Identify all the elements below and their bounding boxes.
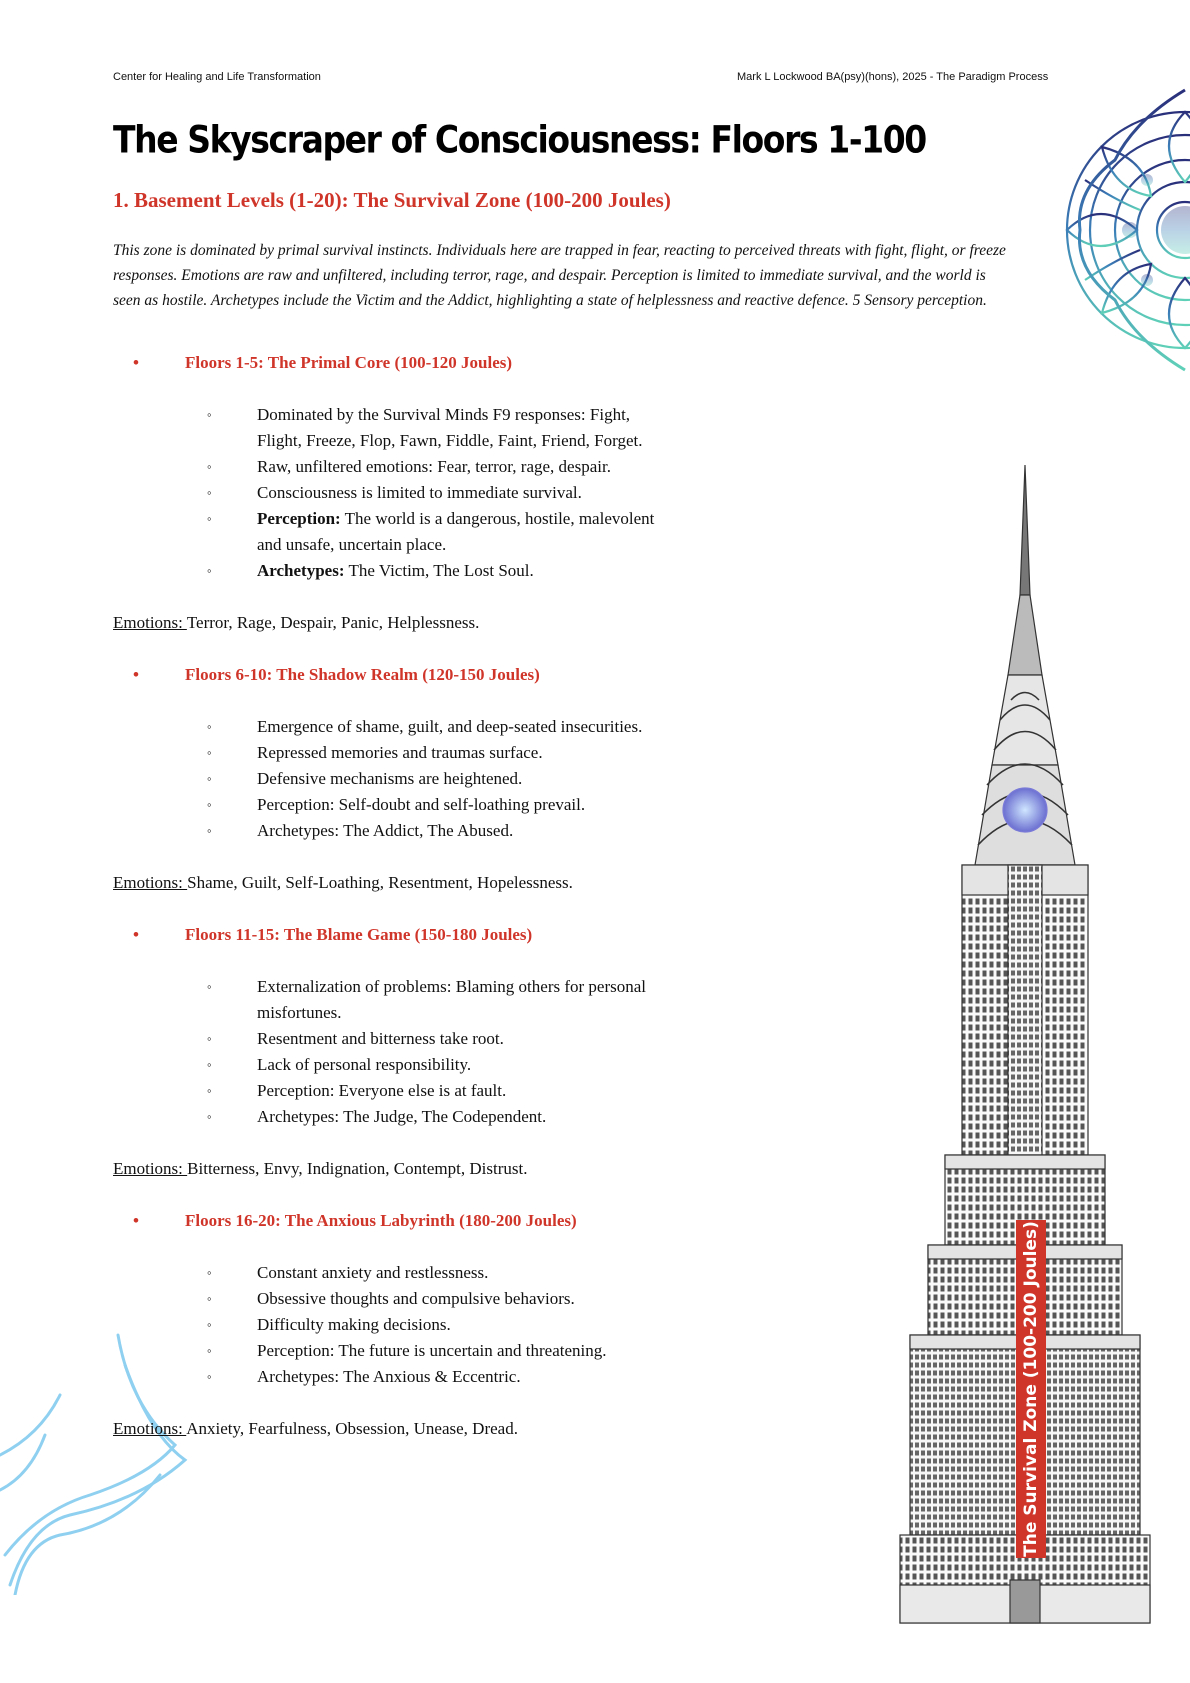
floor-title (113, 922, 673, 948)
point-text: Resentment and bitterness take root. (257, 1029, 504, 1048)
point-label: Archetypes: (257, 561, 345, 580)
zone-label-banner (1016, 1220, 1046, 1558)
sub-bullet-icon: ◦ (207, 407, 212, 422)
list-item (113, 1312, 657, 1338)
point-text: Emergence of shame, guilt, and deep-seated insecurities. (257, 717, 643, 736)
point-text: Repressed memories and traumas surface. (257, 743, 543, 762)
list-item (113, 818, 657, 844)
header-org-name: Center for Healing and Life Transformation (113, 71, 321, 83)
section-heading: 1. Basement Levels (1-20): The Survival Zone (100-200 Joules) (113, 188, 671, 212)
emotions-text: Shame, Guilt, Self-Loathing, Resentment, Hopelessness. (187, 873, 573, 892)
floor-points (113, 402, 673, 584)
floor-group (113, 1208, 673, 1442)
sub-bullet-icon: ◦ (207, 797, 212, 812)
list-item (113, 402, 657, 454)
sub-bullet-icon: ◦ (207, 745, 212, 760)
emotions-line (113, 1416, 583, 1442)
list-item (113, 1260, 657, 1286)
bullet-icon: • (133, 1211, 139, 1230)
point-text: The Victim, The Lost Soul. (344, 561, 534, 580)
sub-bullet-icon: ◦ (207, 1109, 212, 1124)
point-text: Dominated by the Survival Minds F9 responses: Fight, Flight, Freeze, Flop, Fawn, Fiddle, Faint, Friend, Forget. (257, 405, 643, 450)
floors-list (113, 350, 673, 1442)
emotions-line (113, 610, 583, 636)
list-item (113, 480, 657, 506)
point-text: The world is a dangerous, hostile, malevolent and unsafe, uncertain place. (257, 509, 655, 554)
section-intro: This zone is dominated by primal survival instincts. Individuals here are trapped in fear, reacting to perceived threats with fight, flight, or freeze responses. Emotions are raw and unfiltered, including terror, rage, and despair. Perception is limited to immediate survival, and the world is seen as hostile. Archetypes include the Victim and the Addict, highlighting a state of helplessness and reactive defence. 5 Sensory perception. (113, 242, 1006, 309)
list-item (113, 1338, 657, 1364)
point-text: Perception: Self-doubt and self-loathing prevail. (257, 795, 586, 814)
zone-label-text: The Survival Zone (100-200 Joules) (1021, 1221, 1041, 1557)
floor-group (113, 350, 673, 662)
list-item (113, 792, 657, 818)
sub-bullet-icon: ◦ (207, 459, 212, 474)
point-text: Perception: Everyone else is at fault. (257, 1081, 507, 1100)
mandala-decoration-icon (1035, 50, 1190, 380)
bullet-icon: • (133, 925, 139, 944)
list-item (113, 740, 657, 766)
floor-title (113, 662, 673, 688)
point-text: Archetypes: The Judge, The Codependent. (257, 1107, 547, 1126)
sub-bullet-icon: ◦ (207, 563, 212, 578)
floor-title-text: Floors 16-20: The Anxious Labyrinth (180-200 Joules) (185, 1211, 577, 1230)
emotions-line (113, 870, 583, 896)
point-text: Difficulty making decisions. (257, 1315, 451, 1334)
header-author: Mark L Lockwood BA(psy)(hons), 2025 - The Paradigm Process (737, 71, 1049, 83)
point-text: Consciousness is limited to immediate survival. (257, 483, 582, 502)
list-item (113, 1104, 657, 1130)
floor-group (113, 922, 673, 1208)
list-item (113, 1052, 657, 1078)
point-text: Archetypes: The Addict, The Abused. (257, 821, 514, 840)
list-item (113, 714, 657, 740)
bullet-icon: • (133, 353, 139, 372)
sub-bullet-icon: ◦ (207, 1369, 212, 1384)
floor-title-text: Floors 11-15: The Blame Game (150-180 Joules) (185, 925, 533, 944)
floor-points (113, 714, 673, 844)
list-item (113, 1364, 657, 1390)
sub-bullet-icon: ◦ (207, 1291, 212, 1306)
sub-bullet-icon: ◦ (207, 771, 212, 786)
point-text: Archetypes: The Anxious & Eccentric. (257, 1367, 521, 1386)
list-item (113, 766, 657, 792)
floor-points (113, 1260, 673, 1390)
sub-bullet-icon: ◦ (207, 979, 212, 994)
list-item (113, 454, 657, 480)
emotions-label: Emotions: (113, 613, 187, 632)
point-text: Constant anxiety and restlessness. (257, 1263, 489, 1282)
emotions-label: Emotions: (113, 1159, 188, 1178)
floor-title-text: Floors 6-10: The Shadow Realm (120-150 Joules) (185, 665, 540, 684)
floor-group (113, 662, 673, 922)
page-title: The Skyscraper of Consciousness: Floors 1-100 (113, 118, 926, 162)
list-item (113, 1078, 657, 1104)
list-item (113, 974, 657, 1026)
sub-bullet-icon: ◦ (207, 511, 212, 526)
bullet-icon: • (133, 665, 139, 684)
point-text: Lack of personal responsibility. (257, 1055, 472, 1074)
sub-bullet-icon: ◦ (207, 823, 212, 838)
sub-bullet-icon: ◦ (207, 485, 212, 500)
sub-bullet-icon: ◦ (207, 1083, 212, 1098)
emotions-label: Emotions: (113, 873, 188, 892)
floor-title (113, 350, 673, 376)
point-text: Obsessive thoughts and compulsive behaviors. (257, 1289, 575, 1308)
list-item (113, 558, 657, 584)
sub-bullet-icon: ◦ (207, 719, 212, 734)
sub-bullet-icon: ◦ (207, 1317, 212, 1332)
list-item (113, 1026, 657, 1052)
point-text: Externalization of problems: Blaming others for personal misfortunes. (257, 977, 647, 1022)
emotions-text: Anxiety, Fearfulness, Obsession, Unease, Dread. (186, 1419, 518, 1438)
list-item (113, 506, 657, 558)
floor-points (113, 974, 673, 1130)
floor-title (113, 1208, 673, 1234)
emotions-label: Emotions: (113, 1419, 187, 1438)
emotions-text: Terror, Rage, Despair, Panic, Helplessness. (186, 613, 480, 632)
point-text: Defensive mechanisms are heightened. (257, 769, 523, 788)
point-label: Perception: (257, 509, 341, 528)
sub-bullet-icon: ◦ (207, 1343, 212, 1358)
point-text: Perception: The future is uncertain and threatening. (257, 1341, 607, 1360)
list-item (113, 1286, 657, 1312)
emotions-line (113, 1156, 583, 1182)
floor-title-text: Floors 1-5: The Primal Core (100-120 Joules) (185, 353, 513, 372)
sub-bullet-icon: ◦ (207, 1265, 212, 1280)
sub-bullet-icon: ◦ (207, 1057, 212, 1072)
sub-bullet-icon: ◦ (207, 1031, 212, 1046)
emotions-text: Bitterness, Envy, Indignation, Contempt, Distrust. (187, 1159, 528, 1178)
point-text: Raw, unfiltered emotions: Fear, terror, rage, despair. (257, 457, 611, 476)
